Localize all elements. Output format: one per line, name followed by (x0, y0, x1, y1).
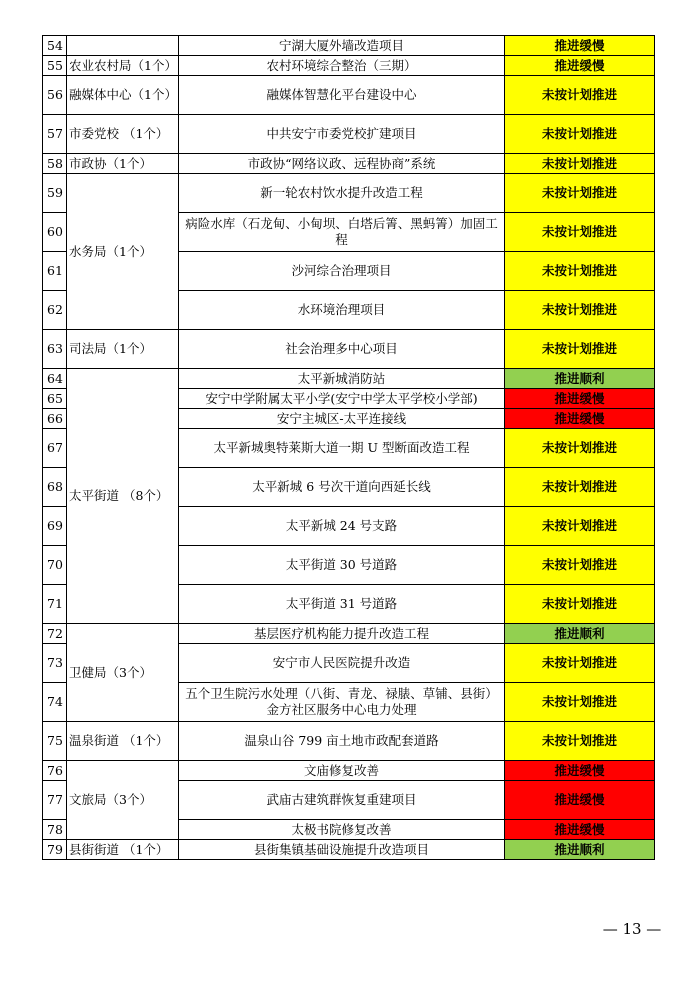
project-cell: 社会治理多中心项目 (179, 330, 505, 369)
project-cell: 安宁主城区-太平连接线 (179, 409, 505, 429)
status-cell: 未按计划推进 (505, 291, 655, 330)
status-cell: 未按计划推进 (505, 507, 655, 546)
project-cell: 太平街道 31 号道路 (179, 585, 505, 624)
department-cell: 市政协（1个） (67, 154, 179, 174)
department-cell: 市委党校 （1个） (67, 115, 179, 154)
status-cell: 未按计划推进 (505, 468, 655, 507)
project-cell: 太平街道 30 号道路 (179, 546, 505, 585)
row-number: 73 (43, 644, 67, 683)
department-cell: 县街街道 （1个） (67, 840, 179, 860)
status-cell: 推进缓慢 (505, 36, 655, 56)
table-row (43, 36, 655, 56)
row-number: 66 (43, 409, 67, 429)
status-cell: 推进缓慢 (505, 820, 655, 840)
row-number: 78 (43, 820, 67, 840)
project-cell: 太平新城 6 号次干道向西延长线 (179, 468, 505, 507)
status-cell: 未按计划推进 (505, 115, 655, 154)
project-cell: 文庙修复改善 (179, 761, 505, 781)
department-cell: 水务局（1个） (67, 174, 179, 330)
row-number: 63 (43, 330, 67, 369)
row-number: 72 (43, 624, 67, 644)
table-row (43, 722, 655, 761)
department-cell: 太平街道 （8个） (67, 369, 179, 624)
project-cell: 沙河综合治理项目 (179, 252, 505, 291)
department-cell: 文旅局（3个） (67, 761, 179, 840)
project-cell: 太平新城 24 号支路 (179, 507, 505, 546)
row-number: 58 (43, 154, 67, 174)
row-number: 70 (43, 546, 67, 585)
table-row (43, 761, 655, 781)
table-row (43, 624, 655, 644)
status-cell: 未按计划推进 (505, 585, 655, 624)
department-cell (67, 36, 179, 56)
table-row (43, 56, 655, 76)
project-cell: 新一轮农村饮水提升改造工程 (179, 174, 505, 213)
project-cell: 市政协“网络议政、远程协商”系统 (179, 154, 505, 174)
row-number: 79 (43, 840, 67, 860)
row-number: 60 (43, 213, 67, 252)
status-cell: 推进缓慢 (505, 781, 655, 820)
row-number: 74 (43, 683, 67, 722)
status-cell: 推进顺利 (505, 840, 655, 860)
table-row (43, 76, 655, 115)
department-cell: 司法局（1个） (67, 330, 179, 369)
project-cell: 太平新城奥特莱斯大道一期 U 型断面改造工程 (179, 429, 505, 468)
row-number: 55 (43, 56, 67, 76)
project-cell: 病险水库（石龙甸、小甸坝、白塔后箐、黑蚂箐）加固工程 (179, 213, 505, 252)
row-number: 68 (43, 468, 67, 507)
status-cell: 未按计划推进 (505, 252, 655, 291)
project-cell: 太极书院修复改善 (179, 820, 505, 840)
status-cell: 未按计划推进 (505, 644, 655, 683)
project-cell: 水环境治理项目 (179, 291, 505, 330)
project-cell: 安宁市人民医院提升改造 (179, 644, 505, 683)
department-cell: 卫健局（3个） (67, 624, 179, 722)
row-number: 62 (43, 291, 67, 330)
project-cell: 武庙古建筑群恢复重建项目 (179, 781, 505, 820)
row-number: 75 (43, 722, 67, 761)
status-cell: 未按计划推进 (505, 76, 655, 115)
row-number: 76 (43, 761, 67, 781)
project-cell: 基层医疗机构能力提升改造工程 (179, 624, 505, 644)
row-number: 67 (43, 429, 67, 468)
status-cell: 推进顺利 (505, 624, 655, 644)
status-cell: 未按计划推进 (505, 154, 655, 174)
status-cell: 未按计划推进 (505, 330, 655, 369)
project-cell: 五个卫生院污水处理（八街、青龙、禄脿、草铺、县街）金方社区服务中心电力处理 (179, 683, 505, 722)
status-cell: 未按计划推进 (505, 683, 655, 722)
row-number: 59 (43, 174, 67, 213)
project-cell: 宁湖大厦外墙改造项目 (179, 36, 505, 56)
row-number: 61 (43, 252, 67, 291)
status-cell: 未按计划推进 (505, 722, 655, 761)
table-row (43, 840, 655, 860)
row-number: 57 (43, 115, 67, 154)
project-cell: 县街集镇基础设施提升改造项目 (179, 840, 505, 860)
table-row (43, 115, 655, 154)
row-number: 56 (43, 76, 67, 115)
project-cell: 融媒体智慧化平台建设中心 (179, 76, 505, 115)
project-cell: 中共安宁市委党校扩建项目 (179, 115, 505, 154)
status-cell: 推进缓慢 (505, 389, 655, 409)
table-row (43, 174, 655, 213)
department-cell: 融媒体中心（1个） (67, 76, 179, 115)
department-cell: 温泉街道 （1个） (67, 722, 179, 761)
project-cell: 太平新城消防站 (179, 369, 505, 389)
status-cell: 未按计划推进 (505, 213, 655, 252)
table-row (43, 330, 655, 369)
row-number: 71 (43, 585, 67, 624)
status-cell: 未按计划推进 (505, 174, 655, 213)
department-cell: 农业农村局（1个） (67, 56, 179, 76)
page-number: — 13 — (602, 920, 662, 938)
project-cell: 农村环境综合整治（三期） (179, 56, 505, 76)
status-cell: 推进顺利 (505, 369, 655, 389)
row-number: 64 (43, 369, 67, 389)
row-number: 69 (43, 507, 67, 546)
status-cell: 推进缓慢 (505, 409, 655, 429)
project-status-table (42, 35, 655, 860)
project-cell: 安宁中学附属太平小学(安宁中学太平学校小学部) (179, 389, 505, 409)
status-cell: 未按计划推进 (505, 429, 655, 468)
row-number: 54 (43, 36, 67, 56)
table-row (43, 154, 655, 174)
row-number: 65 (43, 389, 67, 409)
status-cell: 推进缓慢 (505, 56, 655, 76)
status-cell: 未按计划推进 (505, 546, 655, 585)
project-cell: 温泉山谷 799 亩土地市政配套道路 (179, 722, 505, 761)
row-number: 77 (43, 781, 67, 820)
table-row (43, 369, 655, 389)
status-cell: 推进缓慢 (505, 761, 655, 781)
